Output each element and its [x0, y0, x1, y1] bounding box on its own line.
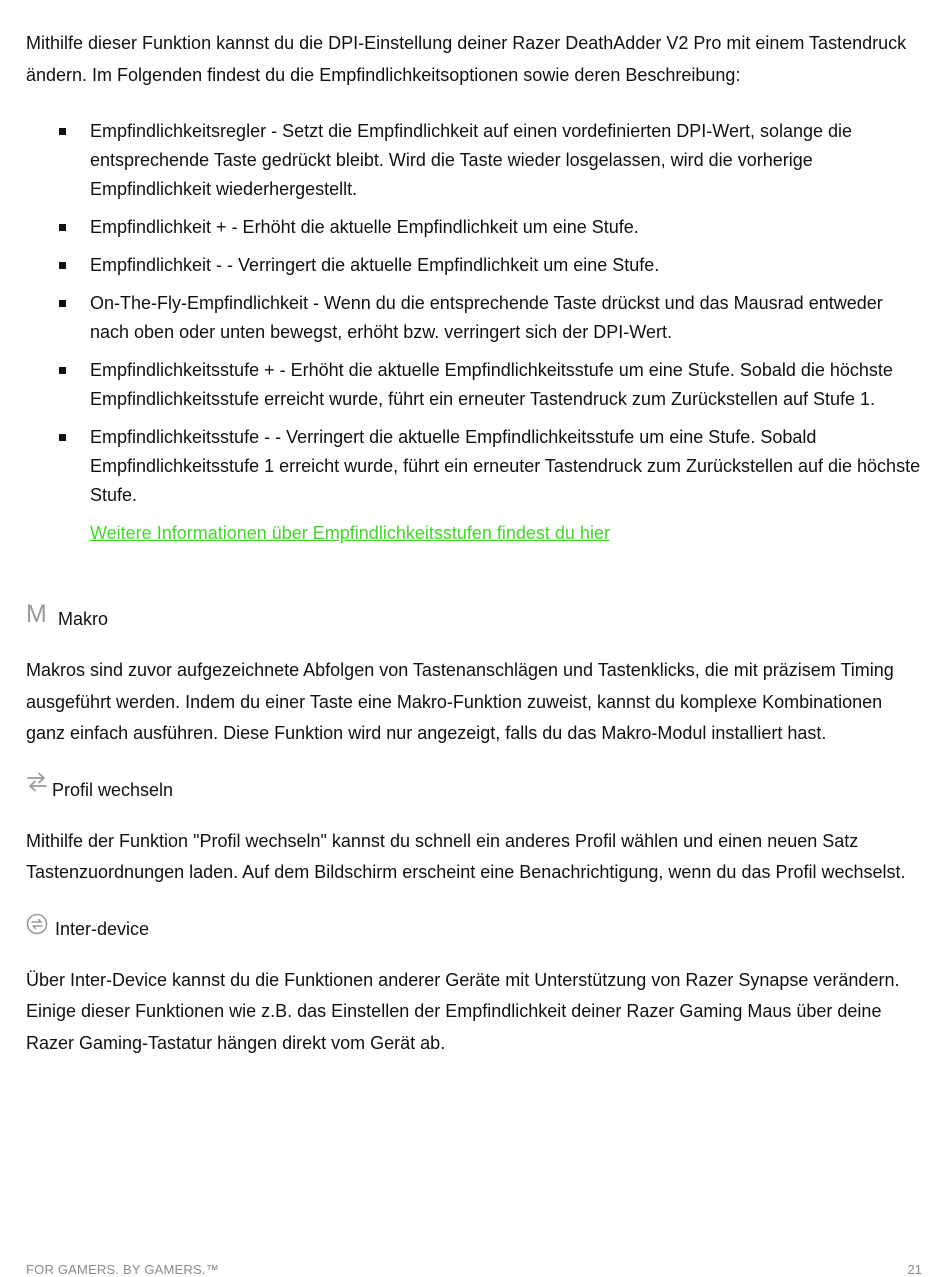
- list-item-text: Empfindlichkeitsregler - Setzt die Empfindlichkeit auf einen vordefinierten DPI-Wert, solange die entsprechende Taste gedrückt bleibt. Wird die Taste wieder losgelassen, wird die vorherige Empfindlichkeit wiederhergestellt.: [90, 121, 853, 199]
- list-item: [26, 117, 926, 204]
- page-number: 21: [907, 1262, 922, 1277]
- profile-switch-heading: [26, 778, 926, 802]
- profile-switch-title: Profil wechseln: [52, 779, 174, 800]
- bullet-square-icon: [59, 367, 66, 374]
- bullet-square-icon: [59, 224, 66, 231]
- list-item: [26, 213, 926, 242]
- list-item: [26, 251, 926, 280]
- list-item-text: On-The-Fly-Empfindlichkeit - Wenn du die entsprechende Taste drückst und das Mausrad entweder nach oben oder unten bewegst, erhöht bzw. verringert sich der DPI-Wert.: [90, 293, 883, 342]
- profile-switch-paragraph: Mithilfe der Funktion "Profil wechseln" kannst du schnell ein anderes Profil wählen und einen neuen Satz Tastenzuordnungen laden. Auf dem Bildschirm erscheint eine Benachrichtigung, wenn du das Profil wechselst.: [26, 830, 906, 882]
- inter-device-heading: [26, 917, 926, 941]
- bullet-square-icon: [59, 434, 66, 441]
- list-item-text: Empfindlichkeitsstufe + - Erhöht die aktuelle Empfindlichkeitsstufe um eine Stufe. Sobald die höchste Empfindlichkeitsstufe erreicht wurde, führt ein erneuter Tastendruck zum Zurückstellen auf Stufe 1.: [90, 360, 893, 409]
- list-item: [26, 289, 926, 347]
- macro-paragraph: Makros sind zuvor aufgezeichnete Abfolgen von Tastenanschlägen und Tastenklicks, die mit präzisem Timing ausgeführt werden. Indem du einer Taste eine Makro-Funktion zuweist, kannst du komplexe Kombinationen ganz einfach ausführen. Diese Funktion wird nur angezeigt, falls du das Makro-Modul installiert hast.: [26, 660, 894, 743]
- list-item-text: Empfindlichkeitsstufe - - Verringert die aktuelle Empfindlichkeitsstufe um eine Stufe. Sobald Empfindlichkeitsstufe 1 erreicht wurde, führt ein erneuter Tastendruck zum Zurückstellen auf die höchste Stufe.: [90, 427, 921, 505]
- bullet-square-icon: [59, 262, 66, 269]
- switch-arrows-icon: [26, 772, 52, 796]
- inter-device-title: Inter-device: [55, 918, 150, 939]
- inter-device-paragraph: Über Inter-Device kannst du die Funktionen anderer Geräte mit Unterstützung von Razer Synapse verändern. Einige dieser Funktionen wie z.B. das Einstellen der Empfindlichkeit deiner Razer Gaming Maus über deine Razer Gaming-Tastatur hängen direkt vom Gerät ab.: [26, 969, 900, 1053]
- list-item: [26, 423, 926, 510]
- macro-icon: M: [26, 600, 47, 628]
- footer-tagline: FOR GAMERS. BY GAMERS.™: [26, 1262, 219, 1277]
- sensitivity-options-list: [26, 117, 926, 510]
- list-item-text: Empfindlichkeit - - Verringert die aktuelle Empfindlichkeit um eine Stufe.: [90, 255, 660, 275]
- page-content: [26, 28, 926, 1059]
- intro-paragraph: Mithilfe dieser Funktion kannst du die DPI-Einstellung deiner Razer DeathAdder V2 Pro mit einem Tastendruck ändern. Im Folgenden findest du die Empfindlichkeitsoptionen sowie deren Beschreibung:: [26, 33, 907, 85]
- bullet-square-icon: [59, 128, 66, 135]
- list-item-text: Empfindlichkeit + - Erhöht die aktuelle Empfindlichkeit um eine Stufe.: [90, 217, 639, 237]
- macro-title: Makro: [58, 609, 109, 629]
- macro-heading: [26, 600, 926, 631]
- bullet-square-icon: [59, 300, 66, 307]
- inter-device-icon: [26, 913, 55, 937]
- list-item: [26, 356, 926, 414]
- sensitivity-stages-link[interactable]: Weitere Informationen über Empfindlichkeitsstufen findest du hier: [90, 523, 610, 543]
